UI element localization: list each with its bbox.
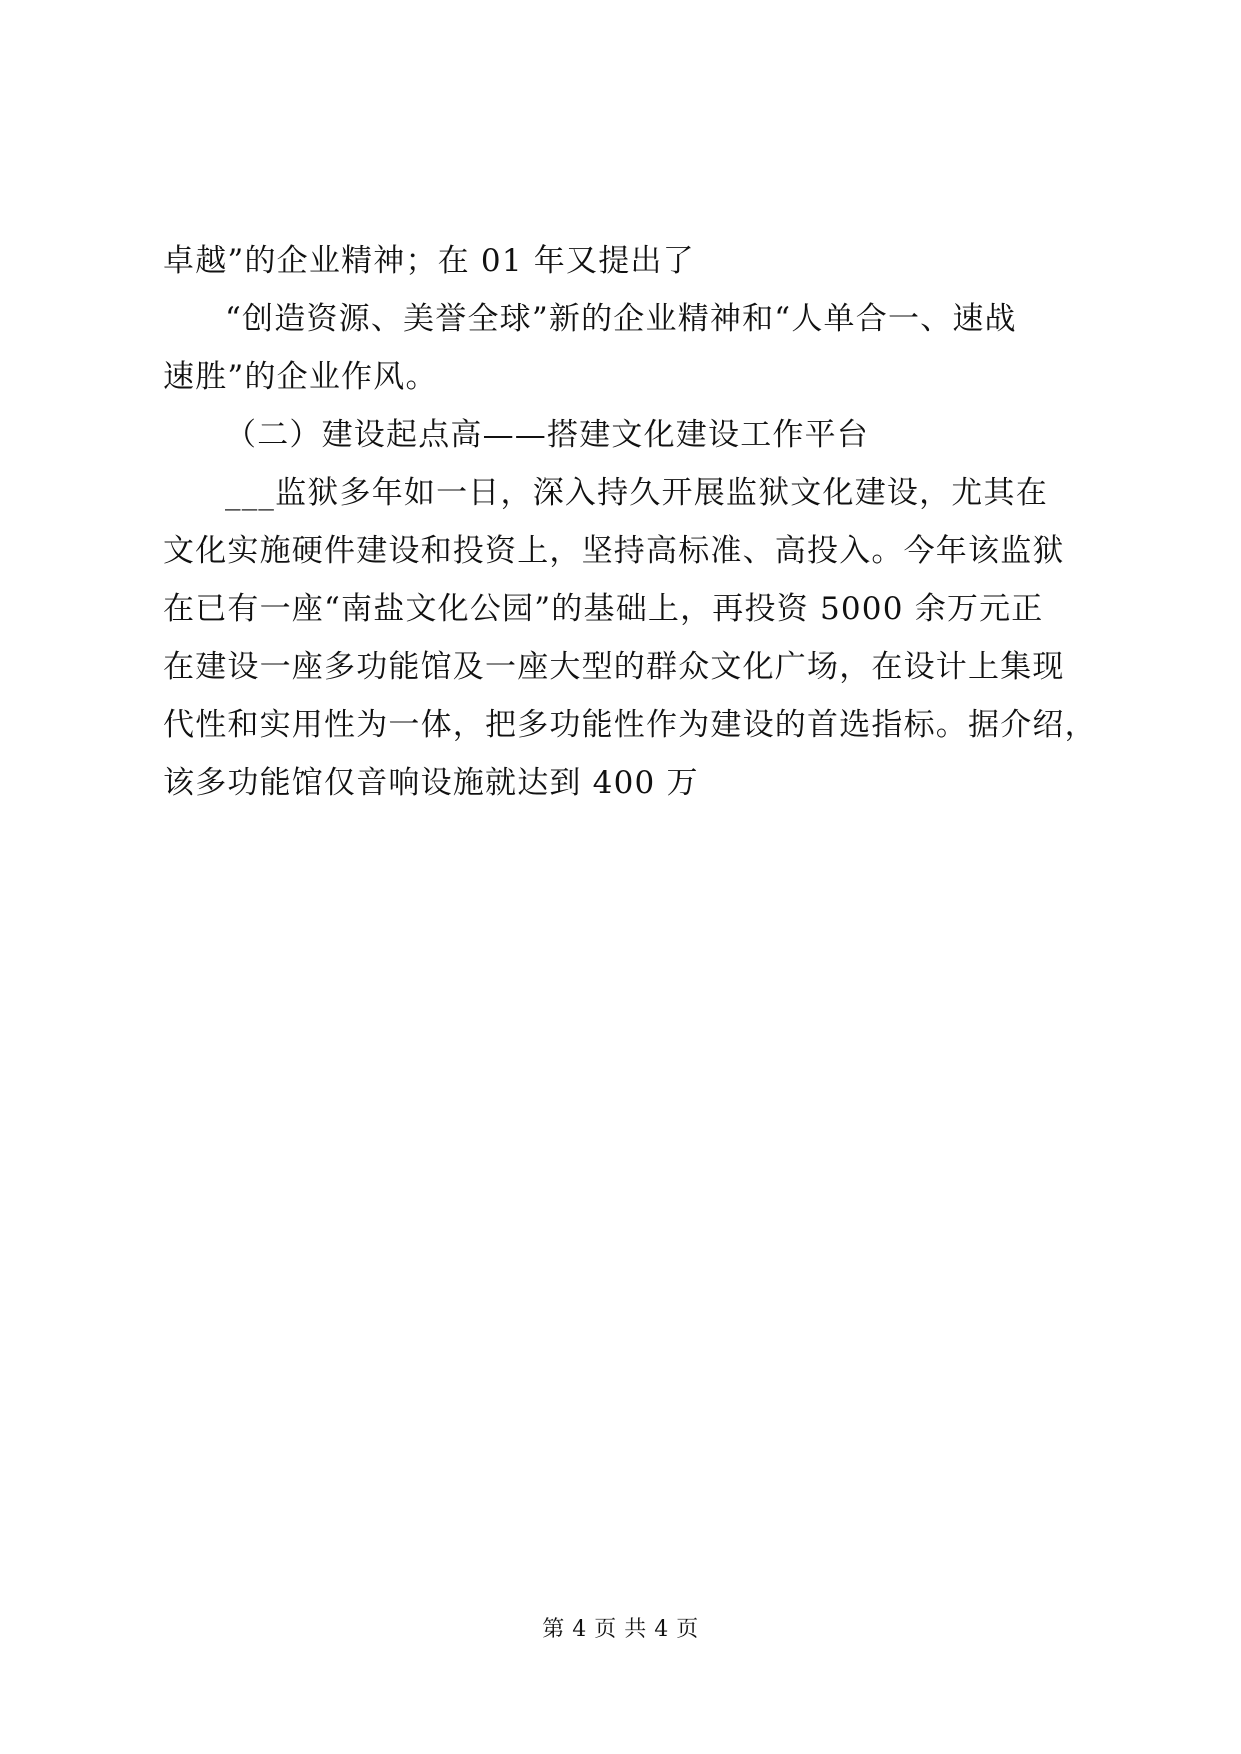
paragraph-line: 在已有一座“南盐文化公园”的基础上，再投资 5000 余万元正 [163,591,1044,627]
paragraph-line: 在建设一座多功能馆及一座大型的群众文化广场，在设计上集现 [163,649,1065,685]
body-text [163,232,1097,812]
paragraph-line: 代性和实用性为一体，把多功能性作为建设的首选指标。据介绍， [163,707,1097,743]
page-number-footer: 第 4 页 共 4 页 [542,1617,699,1642]
paragraph-line: 卓越”的企业精神；在 01 年又提出了 [163,243,695,279]
paragraph-line: ___监狱多年如一日，深入持久开展监狱文化建设，尤其在 [225,475,1048,511]
paragraph-line: “创造资源、美誉全球”新的企业精神和“人单合一、速战 [225,301,1017,337]
paragraph-line: 该多功能馆仅音响设施就达到 400 万 [163,765,699,801]
paragraph-line: 速胜”的企业作风。 [163,359,438,395]
paragraph-line: 文化实施硬件建设和投资上，坚持高标准、高投入。今年该监狱 [163,533,1065,569]
section-heading: （二）建设起点高——搭建文化建设工作平台 [225,417,869,453]
